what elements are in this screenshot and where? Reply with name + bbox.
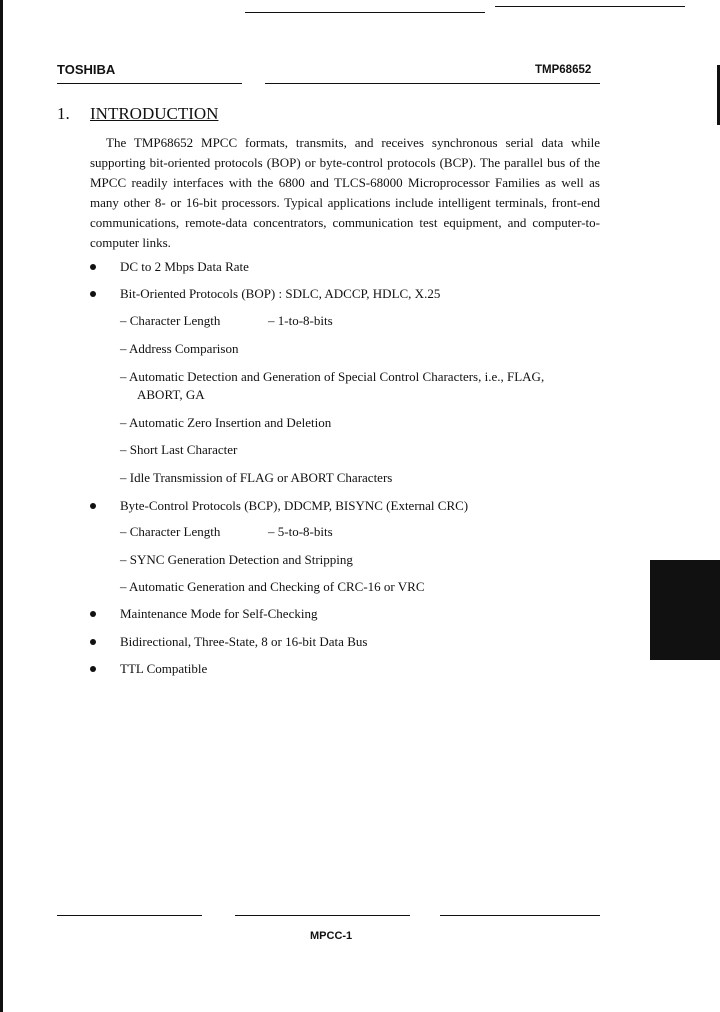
intro-paragraph: The TMP68652 MPCC formats, transmits, and receives synchronous serial data while supporting bit-oriented protocols (BOP) or byte-control protocols (BCP). The parallel bus of the MPCC readily interfaces with the 6800 and TLCS-68000 Microprocessor Families as well as many other 8- or 16-bit processors. Typical applications include intelligent terminals, front-end communications, remote-data concentrators, communication test equipment, and computer-to-computer links.	[90, 135, 600, 250]
sub-item-continued: ABORT, GA	[137, 387, 205, 402]
header-rule	[265, 83, 600, 84]
section-number: 1.	[57, 104, 70, 123]
bullet-item: DC to 2 Mbps Data Rate	[120, 259, 249, 274]
header-rule	[57, 83, 242, 84]
sub-item: – Automatic Generation and Checking of CRC-16 or VRC	[120, 579, 425, 594]
scan-edge	[0, 0, 3, 1012]
bullet-icon	[90, 611, 96, 617]
section-tab-marker	[650, 560, 720, 660]
bullet-icon	[90, 291, 96, 297]
scan-line	[245, 12, 485, 13]
sub-item: – Automatic Zero Insertion and Deletion	[120, 415, 332, 430]
sub-item-value: – 1-to-8-bits	[268, 313, 333, 328]
bullet-item: Maintenance Mode for Self-Checking	[120, 606, 318, 621]
bullet-icon	[90, 264, 96, 270]
sub-item: – Address Comparison	[120, 341, 239, 356]
bullet-item: Bidirectional, Three-State, 8 or 16-bit Data Bus	[120, 634, 368, 649]
sub-item: – SYNC Generation Detection and Stripping	[120, 552, 353, 567]
sub-item-value: – 5-to-8-bits	[268, 524, 333, 539]
sub-item: – Idle Transmission of FLAG or ABORT Characters	[120, 470, 393, 485]
sub-item: – Automatic Detection and Generation of Special Control Characters, i.e., FLAG,	[120, 369, 545, 384]
sub-item: – Character Length	[120, 313, 221, 328]
bullet-item: Byte-Control Protocols (BCP), DDCMP, BISYNC (External CRC)	[120, 498, 469, 513]
bullet-icon	[90, 639, 96, 645]
brand-logo: TOSHIBA	[57, 62, 116, 77]
page-number: MPCC-1	[310, 930, 353, 942]
footer-rule	[57, 915, 202, 916]
bullet-item: Bit-Oriented Protocols (BOP) : SDLC, ADCCP, HDLC, X.25	[120, 286, 441, 301]
bullet-item: TTL Compatible	[120, 661, 208, 676]
bullet-icon	[90, 503, 96, 509]
scan-line	[495, 6, 685, 7]
footer-rule	[235, 915, 410, 916]
sub-item: – Character Length	[120, 524, 221, 539]
bullet-icon	[90, 666, 96, 672]
section-title: INTRODUCTION	[90, 104, 219, 123]
sub-item: – Short Last Character	[120, 442, 238, 457]
footer-rule	[440, 915, 600, 916]
part-number: TMP68652	[535, 64, 592, 76]
